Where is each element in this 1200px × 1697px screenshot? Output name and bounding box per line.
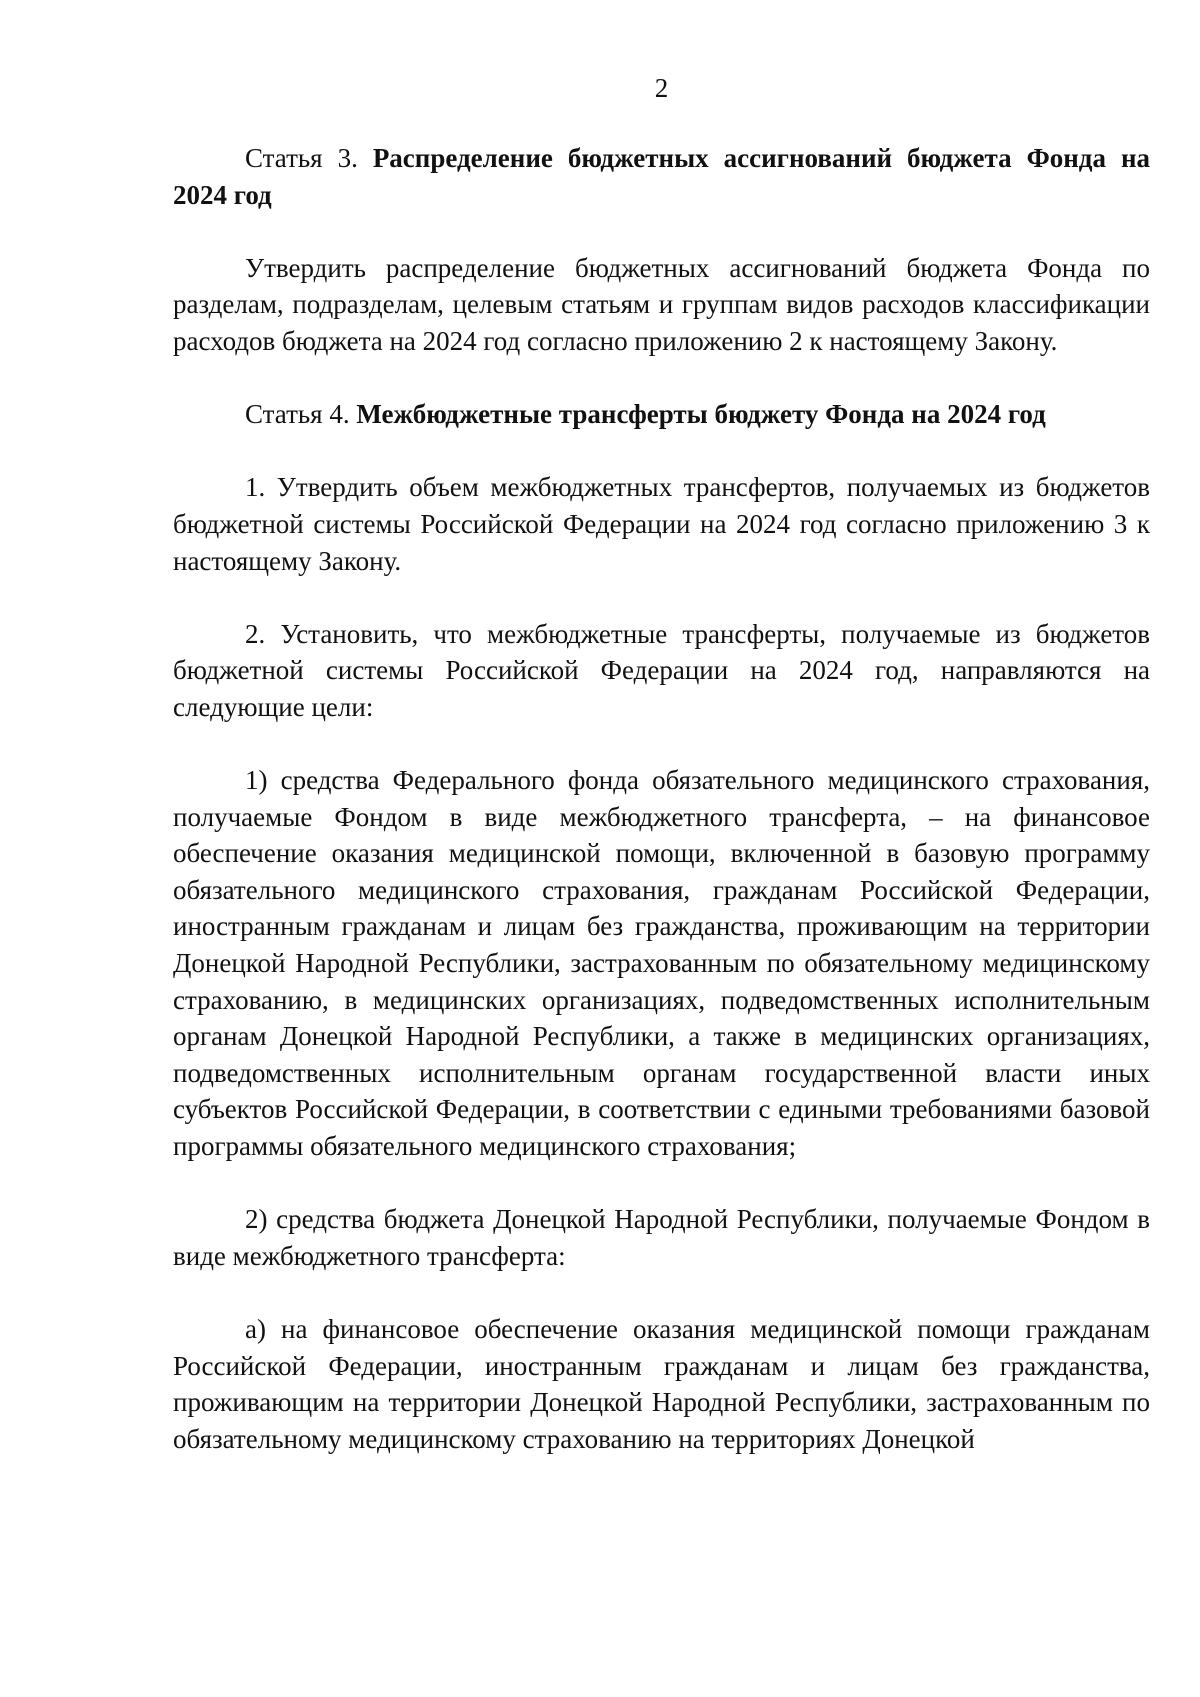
document-page	[173, 70, 1150, 1457]
article4-label: Статья 4.	[245, 399, 350, 430]
article4-title: Межбюджетные трансферты бюджету Фонда на 2024 год	[356, 399, 1046, 430]
article3-title: Распределение бюджетных ассигнований бюджета Фонда на 2024 год	[173, 143, 1150, 210]
article4-item-2a: а) на финансовое обеспечение оказания медицинской помощи гражданам Российской Федерации, иностранным гражданам и лицам без гражданства, проживающим на территории Донецкой Народной Республики, застрахованным по обязательному медицинскому страхованию на территориях Донецкой	[173, 1314, 1150, 1454]
article4-item-2: 2) средства бюджета Донецкой Народной Республики, получаемые Фондом в виде межбюджетного трансферта:	[173, 1204, 1150, 1271]
article3-label: Статья 3.	[245, 143, 358, 173]
article3-text: Утвердить распределение бюджетных ассигнований бюджета Фонда по разделам, подразделам, целевым статьям и группам видов расходов классификации расходов бюджета на 2024 год согласно приложению 2 к настоящему Закону.	[173, 252, 1150, 356]
article4-paragraph-1: 1. Утвердить объем межбюджетных трансфертов, получаемых из бюджетов бюджетной системы Российской Федерации на 2024 год согласно приложению 3 к настоящему Закону.	[173, 472, 1150, 576]
article4-paragraph-2: 2. Установить, что межбюджетные трансферты, получаемые из бюджетов бюджетной системы Российской Федерации на 2024 год, направляются на следующие цели:	[173, 618, 1150, 722]
article3-heading	[173, 140, 1150, 213]
article4-item-1: 1) средства Федерального фонда обязательного медицинского страхования, получаемые Фондом в виде межбюджетного трансферта, – на финансовое обеспечение оказания медицинской помощи, включенной в базовую программу обязательного медицинского страхования, гражданам Российской Федерации, иностранным гражданам и лицам без гражданства, проживающим на территории Донецкой Народной Республики, застрахованным по обязательному медицинскому страхованию, в медицинских организациях, подведомственных исполнительным органам Донецкой Народной Республики, а также в медицинских организациях, подведомственных исполнительным органам государственной власти иных субъектов Российской Федерации, в соответствии с едиными требованиями базовой программы обязательного медицинского страхования;	[173, 765, 1150, 1162]
page-number: 2	[654, 73, 669, 103]
article4-heading	[173, 396, 1150, 433]
